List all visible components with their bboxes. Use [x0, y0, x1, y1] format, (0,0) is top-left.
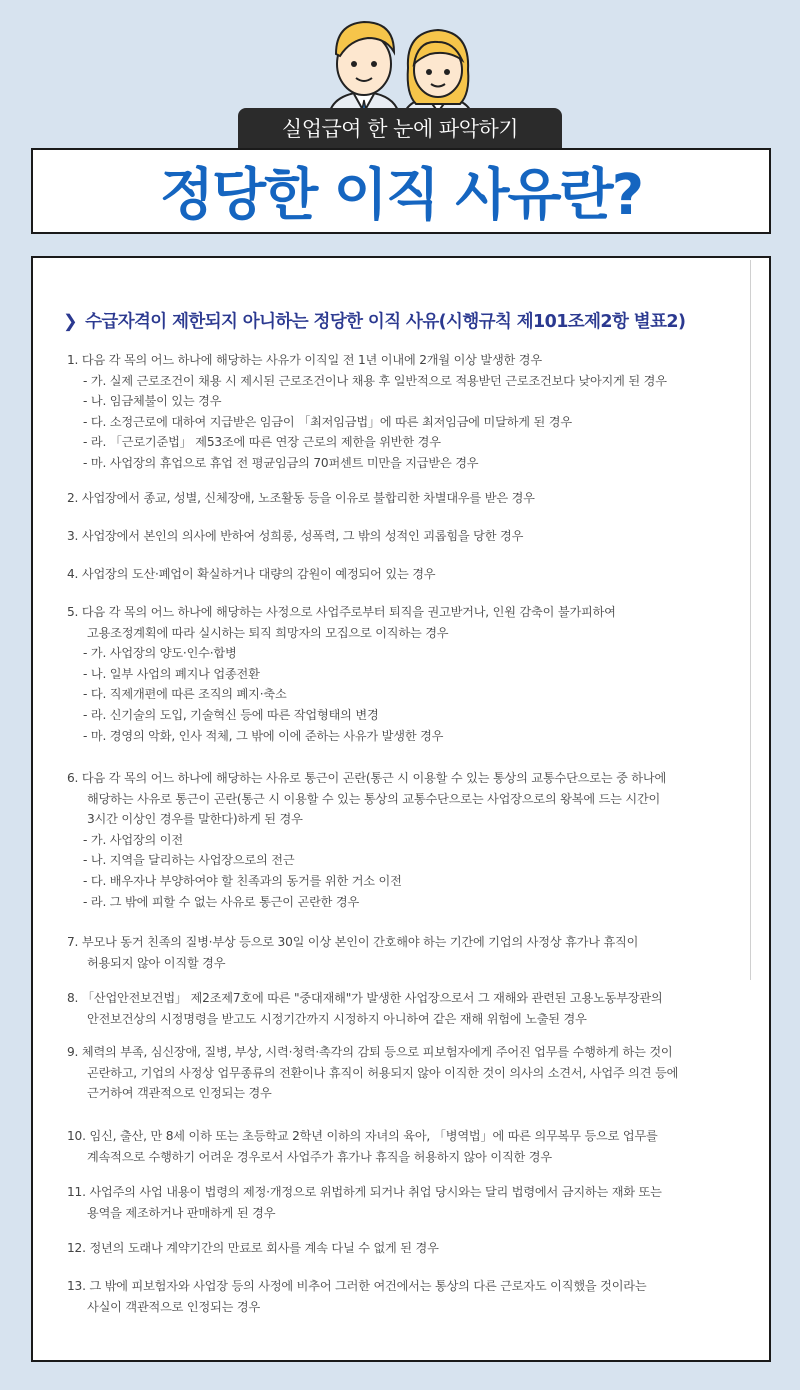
list-item [67, 350, 757, 474]
item-text: 9. 체력의 부족, 심신장애, 질병, 부상, 시력·청력·촉각의 감퇴 등으로 피보험자에게 주어진 업무를 수행하게 하는 것이 [67, 1045, 673, 1059]
list-item [67, 1182, 757, 1223]
item-text-continued: 계속적으로 수행하기 어려운 경우로서 사업주가 휴가나 휴직을 허용하지 않아 이직한 경우 [87, 1149, 552, 1164]
section-heading-text: 수급자격이 제한되지 아니하는 정당한 이직 사유(시행규칙 제101조제2항 별표2) [85, 312, 686, 332]
item-text-continued: 근거하여 객관적으로 인정되는 경우 [87, 1086, 272, 1101]
sub-item: - 라. 신기술의 도입, 기술혁신 등에 따른 작업형태의 변경 [83, 707, 379, 722]
item-text-continued: 안전보건상의 시정명령을 받고도 시정기간까지 시정하지 아니하여 같은 재해 위험에 노출된 경우 [87, 1011, 587, 1026]
page-title: 정당한 이직 사유란? [159, 163, 643, 228]
sub-item: - 다. 배우자나 부양하여야 할 친족과의 동거를 위한 거소 이전 [83, 873, 402, 888]
item-text-continued: 곤란하고, 기업의 사정상 업무종류의 전환이나 휴직이 허용되지 않아 이직한 것이 의사의 소견서, 사업주 의견 등에 [87, 1065, 679, 1080]
list-item [67, 526, 757, 547]
sub-item: - 나. 임금체불이 있는 경우 [83, 394, 222, 409]
item-text-continued: 3시간 이상인 경우를 말한다)하게 된 경우 [87, 812, 303, 827]
sub-item: - 가. 사업장의 이전 [83, 832, 183, 847]
item-text: 10. 임신, 출산, 만 8세 이하 또는 초등학교 2학년 이하의 자녀의 육아, 「병역법」에 따른 의무복무 등으로 업무를 [67, 1129, 658, 1143]
item-text: 13. 그 밖에 피보험자와 사업장 등의 사정에 비추어 그러한 여건에서는 통상의 다른 근로자도 이직했을 것이라는 [67, 1279, 647, 1293]
list-item [67, 1276, 757, 1317]
item-text-continued: 허용되지 않아 이직할 경우 [87, 955, 226, 970]
sub-item: - 다. 직제개편에 따른 조직의 폐지·축소 [83, 687, 287, 702]
list-item [67, 564, 757, 585]
item-text-continued: 용역을 제조하거나 판매하게 된 경우 [87, 1205, 276, 1220]
item-text: 12. 정년의 도래나 계약기간의 만료로 회사를 계속 다닐 수 없게 된 경우 [67, 1241, 439, 1255]
item-text: 5. 다음 각 목의 어느 하나에 해당하는 사정으로 사업주로부터 퇴직을 권고받거나, 인원 감축이 불가피하여 [67, 605, 616, 619]
item-text: 1. 다음 각 목의 어느 하나에 해당하는 사유가 이직일 전 1년 이내에 2개월 이상 발생한 경우 [67, 353, 542, 367]
sub-item: - 나. 일부 사업의 폐지나 업종전환 [83, 666, 260, 681]
sub-item: - 라. 그 밖에 피할 수 없는 사유로 통근이 곤란한 경우 [83, 894, 360, 909]
list-item [67, 488, 757, 509]
sub-item: - 라. 「근로기준법」 제53조에 따른 연장 근로의 제한을 위반한 경우 [83, 435, 441, 450]
man-icon [328, 22, 400, 120]
sub-item: - 마. 사업장의 휴업으로 휴업 전 평균임금의 70퍼센트 미만을 지급받은 경우 [83, 455, 479, 470]
divider [750, 260, 751, 980]
item-text: 11. 사업주의 사업 내용이 법령의 제정·개정으로 위법하게 되거나 취업 당시와는 달리 법령에서 금지하는 재화 또는 [67, 1185, 662, 1199]
section-heading [63, 308, 763, 333]
list-item [67, 602, 757, 746]
sub-item: - 가. 사업장의 양도·인수·합병 [83, 646, 237, 661]
list-item [67, 1126, 757, 1167]
item-text: 3. 사업장에서 본인의 의사에 반하여 성희롱, 성폭력, 그 밖의 성적인 괴롭힘을 당한 경우 [67, 529, 524, 543]
characters-illustration [320, 12, 480, 122]
item-text: 8. 「산업안전보건법」 제2조제7호에 따른 "중대재해"가 발생한 사업장으로서 그 재해와 관련된 고용노동부장관의 [67, 991, 663, 1005]
chevron-right-icon: ❯ [63, 312, 78, 332]
subtitle-ribbon: 실업급여 한 눈에 파악하기 [238, 108, 562, 150]
item-text-continued: 고용조정계획에 따라 실시하는 퇴직 희망자의 모집으로 이직하는 경우 [87, 625, 449, 640]
item-text: 4. 사업장의 도산·폐업이 확실하거나 대량의 감원이 예정되어 있는 경우 [67, 567, 436, 581]
sub-item: - 나. 지역을 달리하는 사업장으로의 전근 [83, 853, 295, 868]
item-text: 7. 부모나 동거 친족의 질병·부상 등으로 30일 이상 본인이 간호해야 하는 기간에 기업의 사정상 휴가나 휴직이 [67, 935, 639, 949]
list-item [67, 988, 757, 1029]
item-text: 6. 다음 각 목의 어느 하나에 해당하는 사유로 통근이 곤란(통근 시 이용할 수 있는 통상의 교통수단으로는 중 하나에 [67, 771, 667, 785]
item-text: 2. 사업장에서 종교, 성별, 신체장애, 노조활동 등을 이유로 불합리한 차별대우를 받은 경우 [67, 491, 535, 505]
sub-item: - 다. 소정근로에 대하여 지급받은 임금이 「최저임금법」에 따른 최저임금에 미달하게 된 경우 [83, 414, 572, 429]
sub-item: - 가. 실제 근로조건이 채용 시 제시된 근로조건이나 채용 후 일반적으로 적용받던 근로조건보다 낮아지게 된 경우 [83, 373, 667, 388]
item-text-continued: 사실이 객관적으로 인정되는 경우 [87, 1299, 261, 1314]
item-text-continued: 해당하는 사유로 통근이 곤란(통근 시 이용할 수 있는 통상의 교통수단으로는 사업장으로의 왕복에 드는 시간이 [87, 791, 661, 806]
content-panel [31, 256, 771, 1362]
list-item [67, 1238, 757, 1259]
list-item [67, 768, 757, 912]
list-item [67, 1042, 757, 1104]
sub-item: - 마. 경영의 악화, 인사 적체, 그 밖에 이에 준하는 사유가 발생한 경우 [83, 728, 444, 743]
title-box [31, 148, 771, 234]
list-item [67, 932, 757, 973]
